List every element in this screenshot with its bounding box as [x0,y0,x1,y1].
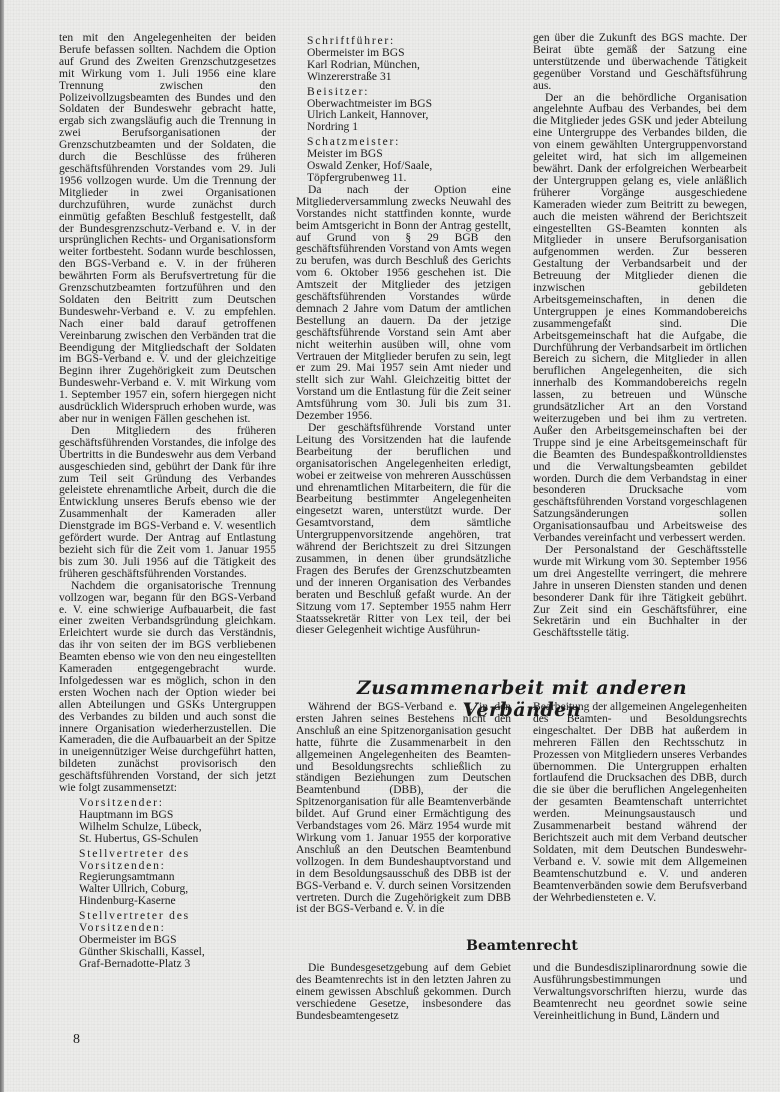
board-line: Töpfergrubenweg 11. [307,171,407,184]
cooperation-column-right [533,702,747,904]
board-member-deputy-2 [79,911,276,971]
page-bottom-margin [0,1092,780,1100]
board-role: Schriftführer: [307,35,396,47]
board-member-deputy-1 [79,849,276,909]
paragraph: Nachdem die organisatorische Trennung vollzogen war, begann für den BGS-Verband e. V. eine schwierige Aufbauarbeit, die fast einer zweiten Verbandsgründung gleichkam. Erleichtert wurde sie durch das Verständnis, das ihr von seiten der im BGS verbliebenen Beamten ebenso wie von den neu eingestellten Kameraden entgegengebracht wurde. Infolgedessen war es möglich, schon in den ersten Wochen nach der Option wieder bei allen Abteilungen und GSKs Untergruppen des Verbandes zu bilden und auch sonst die innere Organisation wiederherzustellen. Die Kameraden, die die Aufbauarbeit an der Spitze in uneigennütziger Weise durchgeführt hatten, bildeten zunächst provisorisch den geschäftsführenden Vorstand, der sich jetzt wie folgt zusammensetzt: [59,579,276,795]
board-line: Ulrich Lankeit, Hannover, [307,109,429,122]
column-left [59,33,276,971]
board-member-treasurer [307,137,511,185]
board-role: Beisitzer: [307,85,370,98]
civil-service-column-right [533,963,747,1023]
board-role: Schatzmeister: [307,136,401,149]
column-middle [296,33,511,637]
paragraph: gen über die Zukunft des BGS machte. Der Beirat übte gemäß der Satzung eine unterstützende und überwachende Tätigkeit gegenüber Vorstand und Geschäftsführung aus. [533,32,747,92]
paragraph: Bearbeitung der allgemeinen Angelegenheiten des Beamten- und Besoldungsrechts eingeschaltet. Der DBB hat außerdem in mehreren Fällen den Rechtsschutz in Prozessen von Mitgliedern unseres Verbandes übernommen. Die Untergruppen erhalten fortlaufend die Drucksachen des DBB, durch die sie über die beruflichen Angelegenheiten der gesamten Beamtenschaft unterrichtet werden. Meinungsaustausch und Zusammenarbeit bestand während der Berichtszeit auch mit dem Verband deutscher Soldaten, mit dem Deutschen Bundeswehr-Verband e. V. sowie mit dem Allgemeinen Beamtenschutzbund e. V. und anderen Beamtenverbänden sowie dem Berufsverband der Wehrbediensteten e. V. [533,701,747,904]
board-line: Oswald Zenker, Hof/Saale, [307,160,433,173]
page-number: 8 [73,1032,80,1047]
paragraph: Der an die behördliche Organisation angelehnte Aufbau des Verbandes, bei dem die Mitglieder jedes GSK und jeder Abteilung eine Untergruppe des Verbandes bilden, die von einem gewählten Untergruppenvorstand geleitet wird, hat sich im allgemeinen bewährt. Dank der erfolgreichen Werbearbeit der Untergruppen gelang es, viele anläßlich früherer Vorgänge ausgeschiedene Kameraden wieder zum Beitritt zu bewegen, auch die meisten während der Berichtszeit eingestellten GS-Beamten konnten als Mitglieder in unsere Berufsorganisation aufgenommen werden. Zur besseren Gestaltung der Verbandsarbeit und der Betreuung der Mitglieder dienen die inzwischen gebildeten Arbeitsgemeinschaften, in denen die Untergruppen je eines Kommandobereichs zusammengefaßt sind. Die Arbeitsgemeinschaft hat die Aufgabe, die Durchführung der Verbandsarbeit im örtlichen Bereich zu sichern, die Mitglieder in allen beruflichen Angelegenheiten, die sich innerhalb des Kommandobereichs regeln lassen, zu betreuen und Wünsche grundsätzlicher Art an den Vorstand weiterzugeben und bei ihm zu vertreten. Außer den Arbeitsgemeinschaften bei der Truppe sind je eine Arbeitsgemeinschaft für die Beamten des Bundespaßkontrolldienstes und die Verwaltungsbeamten gebildet worden. Durch die dem Verbandstag in einer besonderen Drucksache vom geschäftsführenden Vorstand vorgeschlagenen Satzungsänderungen sollen Organisationsaufbau und Arbeitsweise des Verbandes vereinfacht und verbessert werden. [533,91,747,545]
board-role: Stellvertreter des Vorsitzenden: [79,847,190,872]
column-right [533,33,747,640]
board-member-assessor [307,87,511,135]
board-line: Graf-Bernadotte-Platz 3 [79,957,191,970]
board-line: Hindenburg-Kaserne [79,895,176,908]
board-role: Vorsitzender: [79,797,164,809]
board-role: Stellvertreter des Vorsitzenden: [79,910,190,935]
section-heading-civil-service-law: Beamtenrecht [466,938,578,954]
board-line: Oberwachtmeister im BGS [307,97,433,110]
board-line: Günther Skischalli, Kassel, [79,945,205,958]
board-member-chair [79,798,276,846]
paragraph: Während der BGS-Verband e. V. in den ersten Jahren seines Bestehens nicht den Anschluß an eine Spitzenorganisation gesucht hatte, führte die Zusammenarbeit in den allgemeinen Angelegenheiten des Beamten- und Besoldungsrechts schließlich zu ständigen Beziehungen zum Deutschen Beamtenbund (DBB), der die Spitzenorganisation für alle Beamtenverbände bildet. Auf Grund einer Ermächtigung des Verbandstages vom 26. März 1954 wurde mit Wirkung vom 1. Januar 1955 der korporative Anschluß an den Deutschen Beamtenbund vollzogen. In dem Bundeshauptvorstand und in dem Besoldungsausschuß des DBB ist der BGS-Verband e. V. durch seinen Vorsitzenden vertreten. Durch die Zugehörigkeit zum DBB ist der BGS-Verband e. V. in die [296,701,511,916]
paragraph: Der geschäftsführende Vorstand unter Leitung des Vorsitzenden hat die laufende Bearbeitung der beruflichen und organisatorischen Angelegenheiten erledigt, wobei er zeitweise von mehreren Ausschüssen und ehrenamtlichen Mitarbeitern, die für die Bearbeitung bestimmter Angelegenheiten eingesetzt waren, unterstützt wurde. Der Gesamtvorstand, dem sämtliche Untergruppenvorsitzende angehören, trat während der Berichtszeit zu drei Sitzungen zusammen, in denen über grundsätzliche Fragen des Berufes der Grenzschutzbeamten und der inneren Organisation des Verbandes beraten und Beschluß gefaßt wurde. An der Sitzung vom 17. September 1955 nahm Herr Staatssekretär Ritter von Lex teil, der bei dieser Gelegenheit wichtige Ausführun- [296,422,511,637]
paragraph: und die Bundesdisziplinarordnung sowie die Ausführungsbestimmungen und Verwaltungsvorschriften hierzu, wurde das Beamtenrecht neu geordnet sowie seine Vereinheitlichung in Bund, Ländern und [533,962,747,1022]
page-binding-edge [0,0,4,1092]
civil-service-column-left [296,963,511,1023]
paragraph: Der Personalstand der Geschäftsstelle wurde mit Wirkung vom 30. September 1956 um drei Angestellte verringert, die mehrere Jahre in unseren Diensten standen und denen besonderer Dank für ihre Tätigkeit gebührt. Zur Zeit sind ein Geschäftsführer, eine Sekretärin und ein Buchhalter in der Geschäftsstelle tätig. [533,543,747,640]
paragraph: Den Mitgliedern des früheren geschäftsführenden Vorstandes, die infolge des Übertritts in die Bundeswehr aus dem Verband ausgeschieden sind, gebührt der Dank für ihre zum Teil seit Gründung des Verbandes geleistete ehrenamtliche Arbeit, durch die die Entwicklung unseres Berufs ebenso wie der Zusammenhalt der Kameraden aller Dienstgrade im BGS-Verband e. V. wesentlich gefördert wurde. Der Antrag auf Entlastung bezieht sich für die Zeit vom 1. Januar 1955 bis zum 30. Juli 1956 auf die Tätigkeit des früheren geschäftsführenden Vorstandes. [59,424,276,580]
board-line: Winzererstraße 31 [307,70,392,83]
section-heading-cooperation: Zusammenarbeit mit anderen Verbänden [356,677,688,721]
board-line: St. Hubertus, GS-Schulen [79,832,199,845]
board-line: Karl Rodrian, München, [307,58,420,71]
board-line: Wilhelm Schulze, Lübeck, [79,820,202,833]
board-line: Obermeister im BGS [79,933,177,946]
board-line: Obermeister im BGS [307,46,405,59]
paragraph: Die Bundesgesetzgebung auf dem Gebiet des Beamtenrechts ist in den letzten Jahren zu einem gewissen Abschluß gekommen. Durch verschiedene Gesetze, insbesondere das Bundesbeamtengesetz [296,962,511,1022]
board-line: Meister im BGS [307,148,383,161]
paragraph: Da nach der Option eine Mitgliederversammlung zwecks Neuwahl des Vorstandes nicht stattfinden konnte, wurde beim Amtsgericht in Bonn der Antrag gestellt, auf Grund von § 29 BGB den geschäftsführenden Vorstand von Amts wegen zu berufen, was durch Beschluß des Gerichts vom 6. Oktober 1956 geschehen ist. Die Amtszeit der Mitglieder des jetzigen geschäftsführenden Vorstandes würde demnach 2 Jahre vom Datum der amtlichen Bestellung an dauern. Da der jetzige geschäftsführende Vorstand sein Amt aber nicht weiterhin ausüben will, ohne vom Vertrauen der Mitglieder berufen zu sein, legt er zum 29. Mai 1957 sein Amt nieder und stellt sich zur Wahl. Gleichzeitig bittet der Vorstand um die Entlastung für die Zeit seiner Amtsführung vom 30. Juli bis zum 31. Dezember 1956. [296,183,511,423]
board-line: Hauptmann im BGS [79,808,174,821]
board-member-secretary [307,36,511,84]
board-line: Walter Ullrich, Coburg, [79,883,189,896]
board-line: Nordring 1 [307,121,358,134]
paragraph: ten mit den Angelegenheiten der beiden Berufe befassen sollten. Nachdem die Option auf Grund des Zweiten Grenzschutzgesetzes mit Wirkung vom 1. Juli 1956 eine klare Trennung zwischen den Polizeivollzugsbeamten des Bundes und den Soldaten der Bundeswehr gebracht hatte, ergab sich zwangsläufig auch die Trennung in zwei Berufsorganisationen der Grenzschutzbeamten und der Soldaten, die durch die Beschlüsse des früheren geschäftsführenden Vorstandes vom 29. Juli 1956 vollzogen wurde. Um die Trennung der Mitglieder in zwei Organisationen durchzuführen, wurde zunächst durch einmütig gefaßten Beschluß festgestellt, daß der Bundesgrenzschutz-Verband e. V. in der ursprünglichen Rechts- und Organisationsform weiter fortbesteht. Sodann wurde beschlossen, den BGS-Verband e. V. in der früheren bewährten Form als Berufsvertretung für die Grenzschutzbeamten fortzuführen und den Soldaten den Beitritt zum Deutschen Bundeswehr-Verband e. V. zu empfehlen. Nach einer bald darauf getroffenen Vereinbarung zwischen den Verbänden trat die Beendigung der Mitgliedschaft der Soldaten im BGS-Verband e. V. und der gleichzeitige Beginn ihrer Zugehörigkeit zum Deutschen Bundeswehr-Verband e. V. mit Wirkung vom 1. September 1957 ein, sofern hiergegen nicht ausdrücklich Widerspruch erhoben wurde, was aber nur in wenigen Fällen geschehen ist. [59,32,276,425]
cooperation-column-left [296,702,511,916]
board-line: Regierungsamtmann [79,871,175,884]
